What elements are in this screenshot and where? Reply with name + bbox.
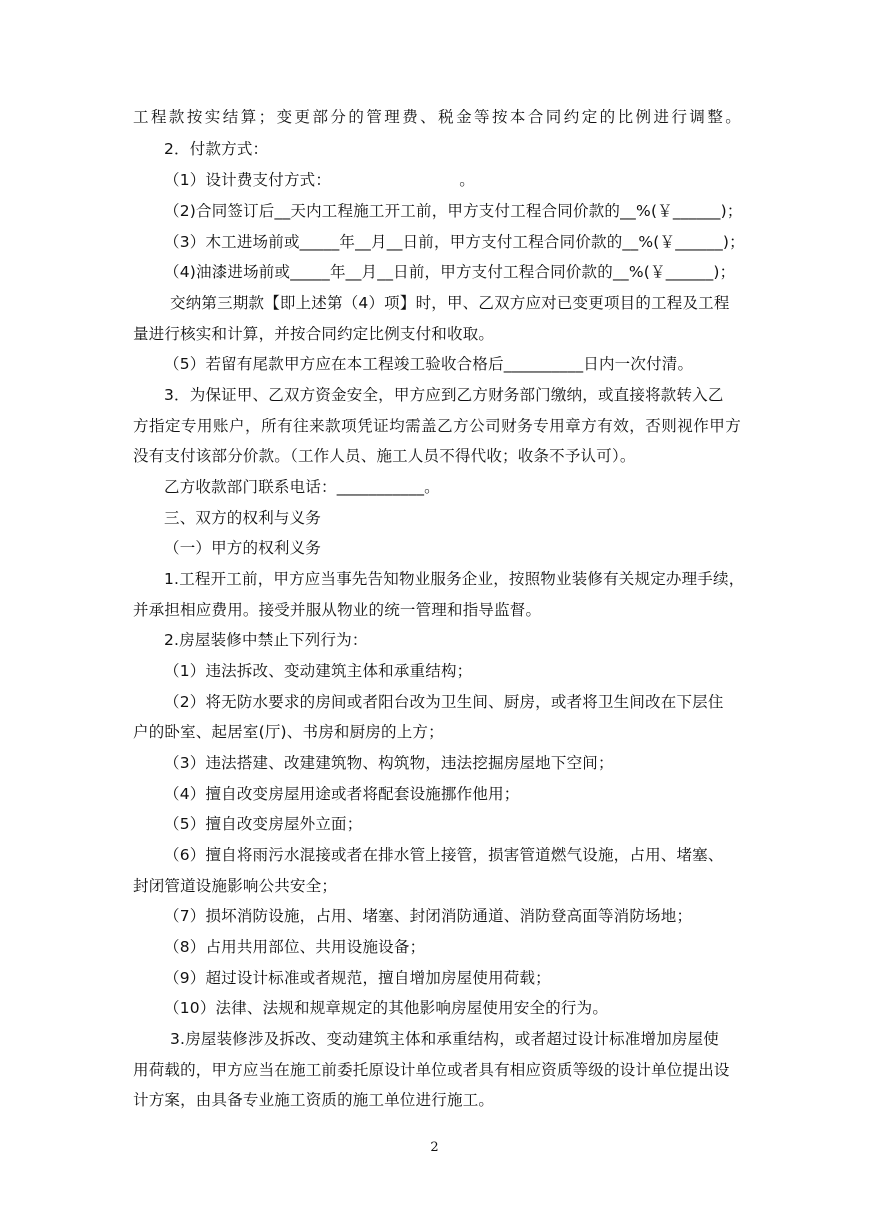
text-line: 没有支付该部分价款。（工作人员、施工人员不得代收；收条不予认可）。 — [133, 447, 636, 465]
text-line: （5）若留有尾款甲方应在本工程竣工验收合格后__________日内一次付清。 — [164, 355, 694, 373]
text-line: （1）违法拆改、变动建筑主体和承重结构； — [164, 662, 473, 680]
text-line: 方指定专用账户，所有往来款项凭证均需盖乙方公司财务专用章方有效，否则视作甲方 — [133, 417, 741, 435]
text-line: 3．为保证甲、乙双方资金安全，甲方应到乙方财务部门缴纳，或直接将款转入乙 — [164, 386, 724, 404]
text-line: 乙方收款部门联系电话：___________。 — [164, 478, 440, 496]
text-line: （3）木工进场前或_____年__月__日前，甲方支付工程合同价款的__%(￥______)； — [164, 233, 745, 251]
text-line: 用荷载的，甲方应当在施工前委托原设计单位或者具有相应资质等级的设计单位提出设 — [133, 1061, 730, 1079]
text-line: 交纳第三期款【即上述第（4）项】时，甲、乙双方应对已变更项目的工程及工程 — [170, 294, 730, 312]
text-line: （2）将无防水要求的房间或者阳台改为卫生间、厨房，或者将卫生间改在下层住 — [164, 693, 724, 711]
text-line: （2)合同签订后__天内工程施工开工前，甲方支付工程合同价款的__%(￥______)； — [164, 202, 743, 220]
text-line: （4)油漆进场前或_____年__月__日前，甲方支付工程合同价款的__%(￥______)； — [164, 263, 736, 281]
text-line: 工程款按实结算；变更部分的管理费、税金等按本合同约定的比例进行调整。 — [133, 108, 741, 126]
text-line: 量进行核实和计算，并按合同约定比例支付和收取。 — [133, 325, 495, 343]
text-line: 2.房屋装修中禁止下列行为： — [164, 631, 368, 649]
text-line: 计方案，由具备专业施工资质的施工单位进行施工。 — [133, 1091, 495, 1109]
text-line: （5）擅自改变房屋外立面； — [164, 815, 363, 833]
text-line: 并承担相应费用。接受并服从物业的统一管理和指导监督。 — [133, 601, 542, 619]
text-line: （7）损坏消防设施，占用、堵塞、封闭消防通道、消防登高面等消防场地； — [164, 907, 693, 925]
text-line: 3.房屋装修涉及拆改、变动建筑主体和承重结构，或者超过设计标准增加房屋使 — [170, 1030, 719, 1048]
text-line: （9）超过设计标准或者规范，擅自增加房屋使用荷载； — [164, 969, 551, 987]
text-line: 户的卧室、起居室(厅)、书房和厨房的上方； — [133, 723, 444, 741]
text-line: （1）设计费支付方式： 。 — [164, 171, 475, 189]
text-line: （4）擅自改变房屋用途或者将配套设施挪作他用； — [164, 785, 520, 803]
text-line: （3）违法搭建、改建建筑物、构筑物，违法挖掘房屋地下空间； — [164, 754, 614, 772]
text-line: （10）法律、法规和规章规定的其他影响房屋使用安全的行为。 — [164, 999, 609, 1017]
text-line: 封闭管道设施影响公共安全； — [133, 877, 338, 895]
page-number: 2 — [430, 1140, 439, 1155]
section-heading: 三、双方的权利与义务 — [164, 509, 322, 527]
text-line: （8）占用共用部位、共用设施设备； — [164, 938, 426, 956]
text-line: 1.工程开工前，甲方应当事先告知物业服务企业，按照物业装修有关规定办理手续， — [164, 570, 745, 588]
subsection-heading: （一）甲方的权利义务 — [164, 539, 322, 557]
text-line: 2．付款方式： — [164, 140, 269, 158]
text-line: （6）擅自将雨污水混接或者在排水管上接管，损害管道燃气设施，占用、堵塞、 — [164, 846, 724, 864]
